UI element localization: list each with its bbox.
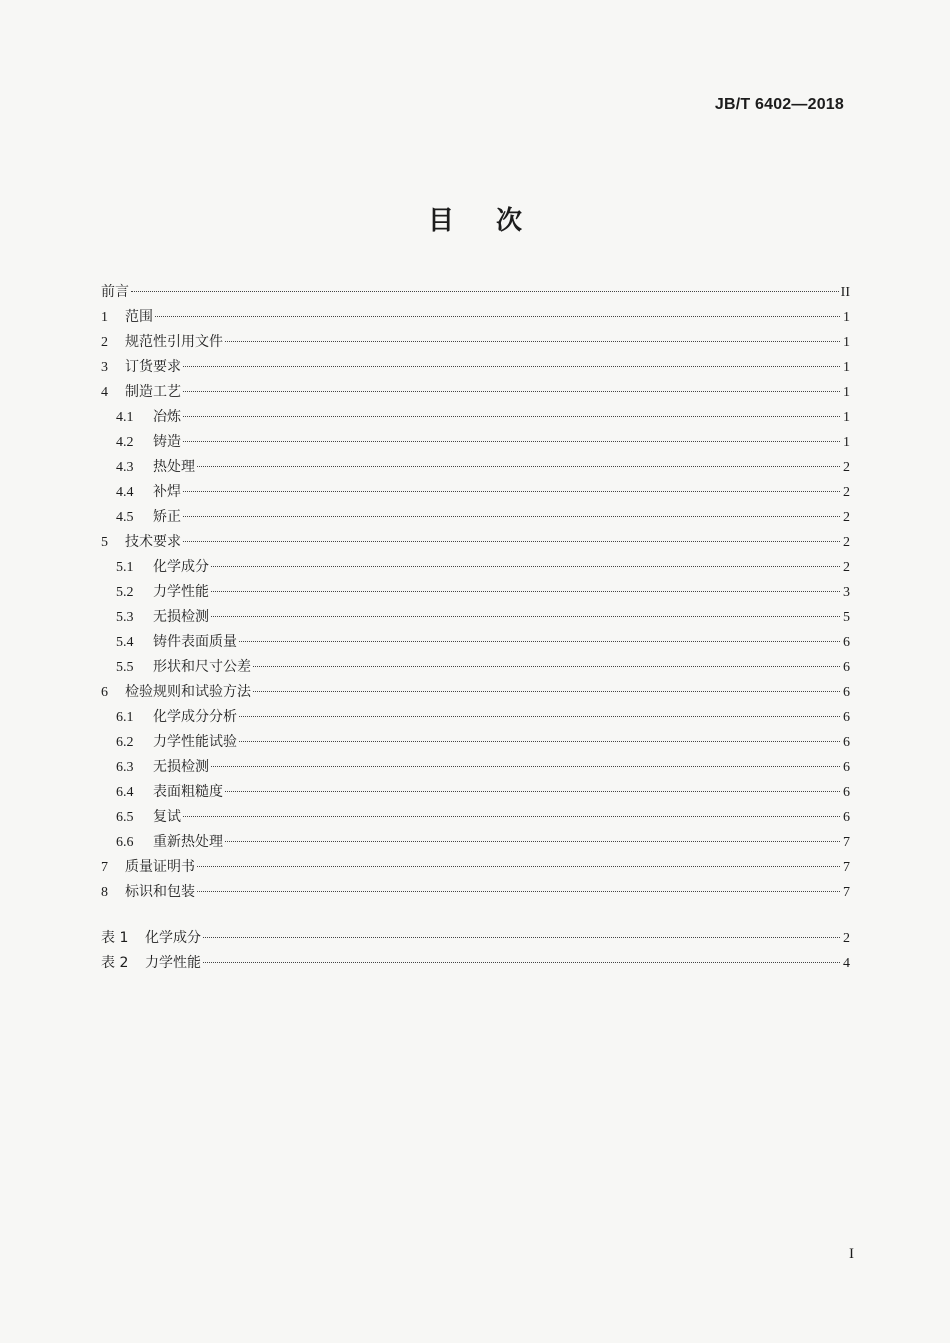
- toc-entry-title: 标识和包装: [125, 884, 195, 900]
- toc-entry-title: 化学成分: [145, 930, 201, 946]
- toc-entry-page: 1: [843, 410, 850, 425]
- toc-entry-title: 表面粗糙度: [153, 784, 223, 800]
- dot-leader: [197, 891, 840, 892]
- document-code: JB/T 6402—2018: [714, 96, 844, 113]
- dot-leader: [211, 566, 840, 567]
- dot-leader: [183, 391, 840, 392]
- toc-entry[interactable]: [101, 755, 850, 780]
- toc-entry-number: 6.6: [116, 835, 134, 850]
- toc-entry[interactable]: [101, 805, 850, 830]
- toc-entry-title: 检验规则和试验方法: [125, 684, 251, 700]
- toc-entry-page: 2: [843, 560, 850, 575]
- list-of-tables: [101, 926, 850, 976]
- toc-entry-page: 4: [843, 956, 850, 971]
- dot-leader: [211, 766, 840, 767]
- toc-entry-number: 2: [101, 335, 108, 350]
- toc-entry-number: 7: [101, 860, 108, 875]
- dot-leader: [239, 741, 840, 742]
- toc-entry-page: 7: [843, 885, 850, 900]
- toc-entry[interactable]: [101, 730, 850, 755]
- toc-entry-number: 6: [101, 685, 108, 700]
- dot-leader: [211, 591, 840, 592]
- toc-entry[interactable]: [101, 530, 850, 555]
- page-number: I: [849, 1246, 854, 1262]
- toc-entry[interactable]: [101, 630, 850, 655]
- dot-leader: [197, 866, 840, 867]
- page-title: [0, 200, 950, 237]
- dot-leader: [253, 666, 840, 667]
- toc-entry-page: 1: [843, 385, 850, 400]
- toc-entry[interactable]: [101, 705, 850, 730]
- toc-entry-number: 4.4: [116, 485, 134, 500]
- toc-entry-title: 力学性能: [153, 584, 209, 600]
- toc-entry-page: 6: [843, 710, 850, 725]
- toc-entry-number: 6.1: [116, 710, 134, 725]
- dot-leader: [203, 937, 840, 938]
- toc-entry-number: 4.3: [116, 460, 134, 475]
- toc-entry-number: 6.5: [116, 810, 134, 825]
- toc-entry-page: 2: [843, 460, 850, 475]
- dot-leader: [183, 441, 840, 442]
- toc-entry-number: 5.5: [116, 660, 134, 675]
- toc-entry-number: 6.4: [116, 785, 134, 800]
- toc-entry-title: 无损检测: [153, 609, 209, 625]
- toc-entry-page: 1: [843, 360, 850, 375]
- toc-entry-page: 2: [843, 485, 850, 500]
- toc-entry-title: 复试: [153, 809, 181, 825]
- toc-entry-number: 4.2: [116, 435, 134, 450]
- toc-entry-number: 4.5: [116, 510, 134, 525]
- toc-entry[interactable]: [101, 505, 850, 530]
- toc-entry[interactable]: [101, 455, 850, 480]
- toc-entry-title: 质量证明书: [125, 859, 195, 875]
- toc-entry[interactable]: [101, 780, 850, 805]
- toc-entry-title: 矫正: [153, 509, 181, 525]
- toc-entry-number: 6.2: [116, 735, 134, 750]
- dot-leader: [183, 816, 840, 817]
- toc-entry-title: 铸造: [153, 434, 181, 450]
- toc-entry-title: 热处理: [153, 459, 195, 475]
- toc-entry-page: 1: [843, 310, 850, 325]
- toc-entry-page: 6: [843, 760, 850, 775]
- toc-entry[interactable]: [101, 305, 850, 330]
- toc-entry-number: 8: [101, 885, 108, 900]
- toc-entry-number: 1: [101, 310, 108, 325]
- dot-leader: [211, 616, 840, 617]
- toc-entry-title: 技术要求: [125, 534, 181, 550]
- toc-entry[interactable]: [101, 355, 850, 380]
- toc-entry-page: 5: [843, 610, 850, 625]
- toc-entry-title: 形状和尺寸公差: [153, 659, 251, 675]
- toc-entry-number: 5.1: [116, 560, 134, 575]
- toc-entry[interactable]: [101, 430, 850, 455]
- toc-entry[interactable]: [101, 555, 850, 580]
- toc-entry-number: 4.1: [116, 410, 134, 425]
- toc-entry-title: 化学成分分析: [153, 709, 237, 725]
- dot-leader: [225, 841, 840, 842]
- table-list-entry[interactable]: [101, 951, 850, 976]
- toc-entry-title: 前言: [101, 284, 129, 300]
- toc-entry-page: 2: [843, 931, 850, 946]
- toc-entry-title: 范围: [125, 309, 153, 325]
- toc-entry-page: 2: [843, 510, 850, 525]
- toc-entry-number: 3: [101, 360, 108, 375]
- toc-entry-title: 订货要求: [125, 359, 181, 375]
- dot-leader: [183, 416, 840, 417]
- toc-entry[interactable]: [101, 405, 850, 430]
- toc-entry[interactable]: [101, 680, 850, 705]
- toc-entry[interactable]: [101, 605, 850, 630]
- toc-entry-page: 1: [843, 435, 850, 450]
- toc-entry-number: 5: [101, 535, 108, 550]
- toc-entry-page: II: [840, 285, 850, 300]
- dot-leader: [239, 716, 840, 717]
- toc-entry[interactable]: [101, 880, 850, 905]
- dot-leader: [225, 341, 840, 342]
- toc-entry[interactable]: [101, 330, 850, 355]
- toc-entry-title: 力学性能试验: [153, 734, 237, 750]
- toc-entry[interactable]: [101, 280, 850, 305]
- toc-entry-number: 6.3: [116, 760, 134, 775]
- dot-leader: [225, 791, 840, 792]
- toc-entry-title: 力学性能: [145, 955, 201, 971]
- toc-entry-page: 6: [843, 785, 850, 800]
- toc-entry-page: 6: [843, 685, 850, 700]
- toc-entry[interactable]: [101, 580, 850, 605]
- dot-leader: [203, 962, 840, 963]
- toc-entry[interactable]: [101, 855, 850, 880]
- toc-entry[interactable]: [101, 830, 850, 855]
- toc-entry-title: 规范性引用文件: [125, 334, 223, 350]
- title-char-2: 次: [496, 206, 523, 236]
- dot-leader: [183, 366, 840, 367]
- dot-leader: [239, 641, 840, 642]
- table-of-contents: [101, 280, 850, 905]
- toc-entry[interactable]: [101, 480, 850, 505]
- toc-entry-page: 6: [843, 635, 850, 650]
- table-list-entry[interactable]: [101, 926, 850, 951]
- toc-entry-title: 重新热处理: [153, 834, 223, 850]
- toc-entry-page: 3: [843, 585, 850, 600]
- toc-entry-number: 5.2: [116, 585, 134, 600]
- toc-entry-page: 7: [843, 835, 850, 850]
- toc-entry-title: 无损检测: [153, 759, 209, 775]
- toc-entry[interactable]: [101, 655, 850, 680]
- toc-entry-title: 铸件表面质量: [153, 634, 237, 650]
- dot-leader: [131, 291, 839, 292]
- dot-leader: [183, 491, 840, 492]
- dot-leader: [183, 541, 840, 542]
- toc-entry-number: 4: [101, 385, 108, 400]
- toc-entry-page: 6: [843, 660, 850, 675]
- toc-entry-number: 5.4: [116, 635, 134, 650]
- toc-entry-page: 6: [843, 735, 850, 750]
- toc-entry-page: 6: [843, 810, 850, 825]
- toc-entry-number: 5.3: [116, 610, 134, 625]
- toc-entry-title: 制造工艺: [125, 384, 181, 400]
- dot-leader: [197, 466, 840, 467]
- toc-entry-title: 冶炼: [153, 409, 181, 425]
- title-char-1: 目: [427, 206, 454, 236]
- toc-entry-number: 表 1: [101, 930, 129, 946]
- toc-entry-page: 1: [843, 335, 850, 350]
- toc-entry[interactable]: [101, 380, 850, 405]
- dot-leader: [253, 691, 840, 692]
- toc-entry-page: 7: [843, 860, 850, 875]
- dot-leader: [183, 516, 840, 517]
- dot-leader: [155, 316, 840, 317]
- toc-entry-title: 补焊: [153, 484, 181, 500]
- toc-entry-page: 2: [843, 535, 850, 550]
- toc-entry-number: 表 2: [101, 955, 129, 971]
- toc-entry-title: 化学成分: [153, 559, 209, 575]
